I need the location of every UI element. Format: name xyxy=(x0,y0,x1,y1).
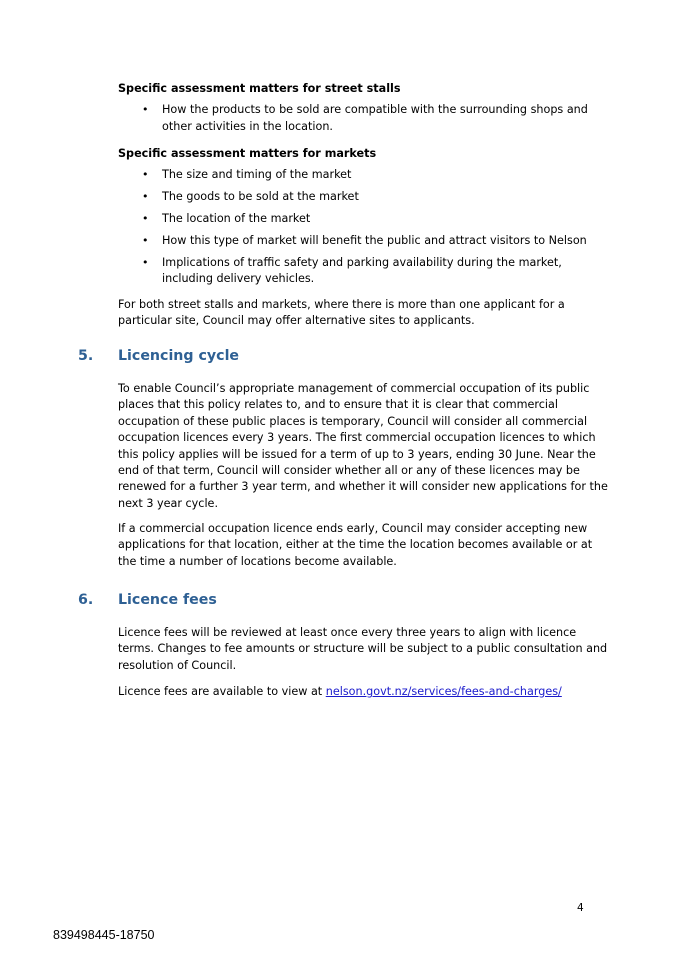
street-stalls-heading: Specific assessment matters for street stalls xyxy=(118,82,401,95)
markets-closing-paragraph: For both street stalls and markets, where there is more than one applicant for a particular site, Council may offer alternative sites to applicants. xyxy=(118,298,565,328)
list-item: • The location of the market xyxy=(118,211,608,227)
list-item: • The goods to be sold at the market xyxy=(118,189,608,205)
markets-block xyxy=(118,146,608,288)
section-5-paragraph-2: If a commercial occupation licence ends early, Council may consider accepting new applications for that location, either at the time the location becomes available or at the time a number of locations become available. xyxy=(118,522,593,568)
section-6-title: Licence fees xyxy=(118,592,217,608)
section-6-paragraph-2 xyxy=(118,684,608,700)
street-stalls-block xyxy=(118,81,608,135)
list-item: • The size and timing of the market xyxy=(118,167,608,183)
section-6-number: 6. xyxy=(78,592,94,608)
list-item: • How the products to be sold are compatible with the surrounding shops and other activities in the location. xyxy=(118,102,608,135)
section-5-title: Licencing cycle xyxy=(118,348,240,364)
section-6-paragraph-1: Licence fees will be reviewed at least once every three years to align with licence terms. Changes to fee amounts or structure will be subject to a public consultation and resolution of Council. xyxy=(118,626,608,672)
page-number: 4 xyxy=(577,902,584,914)
fees-and-charges-link[interactable]: nelson.govt.nz/services/fees-and-charges/ xyxy=(325,685,562,698)
fees-text-prefix: Licence fees are available to view at xyxy=(118,685,326,698)
section-5-paragraph-1: To enable Council’s appropriate management of commercial occupation of its public places that this policy relates to, and to ensure that it is clear that commercial occupation of these public places is temporary, Council will consider all commercial occupation licences every 3 years. The first commercial occupation licences to which this policy applies will be issued for a term of up to 3 years, ending 30 June. Near the end of that term, Council will consider whether all or any of these licences may be renewed for a further 3 year term, and whether it will consider new applications for the next 3 year cycle. xyxy=(118,382,608,510)
document-id: 839498445-18750 xyxy=(53,928,155,942)
list-item: • Implications of traffic safety and parking availability during the market, including delivery vehicles. xyxy=(118,255,608,288)
street-stalls-list xyxy=(118,102,608,135)
markets-heading: Specific assessment matters for markets xyxy=(118,147,377,160)
section-5-number: 5. xyxy=(78,348,94,364)
markets-list xyxy=(118,167,608,287)
list-item: • How this type of market will benefit the public and attract visitors to Nelson xyxy=(118,233,608,249)
